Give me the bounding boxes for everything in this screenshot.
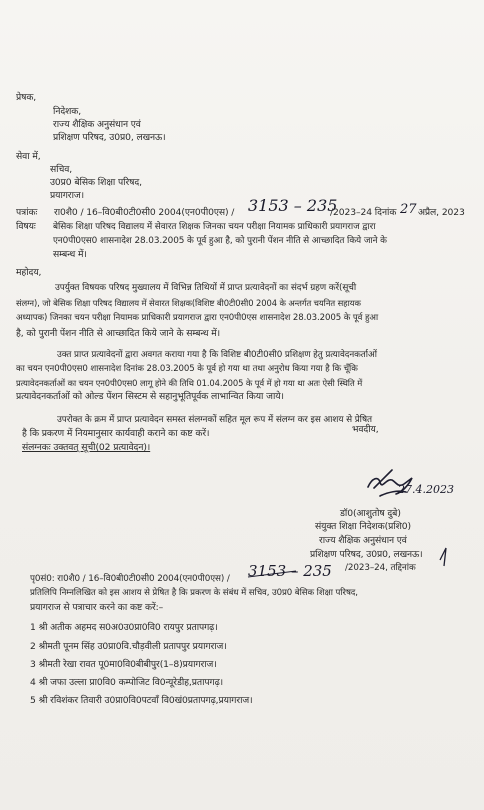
copy-list-item: 2 श्रीमती पूनम सिंह उ0प्रा0वि.चौड़वीली प्रतापपुर प्रयागराज। [30,641,227,652]
to-line-1: सचिव, [50,164,73,175]
para1-line1: उपर्युक्त विषयक परिषद मुख्यालय में विभिन्न तिथियों में प्राप्त प्रत्यावेदनों का संदर्भ ग्रहण करें(सूची [55,283,357,293]
copy-reference-suffix: /2023–24, तद्दिनांक [345,563,416,573]
from-label: प्रेषक, [16,92,37,103]
to-line-3: प्रयागराज। [50,190,84,201]
para3-line2: है कि प्रकरण में नियमानुसार कार्यवाही कराने का कष्ट करें। [22,428,210,439]
copy-list-item: 1 श्री अतीक अहमद स0अ0उ0प्रा0वि0 रायपुर प्रतापगढ़। [30,622,218,633]
handwritten-dispatch-number: 3153 – 235 [248,196,338,215]
copy-handwritten-number: 3153 – 235 [248,562,332,580]
copy-list-item: 4 श्री जफा उल्ला प्रा0वि0 कम्पोजिट वि0न्यूरेडीह,प्रतापगढ़। [30,677,224,688]
para2-line3: प्रत्यावेदनकर्ताओं का चयन एन0पी0एस0 लागू होने की तिथि 01.04.2005 के पूर्व में हो गया था अतः ऐसी स्थिति में [16,378,363,388]
para1-line2: संलग्न), जो बेसिक शिक्षा परिषद विद्यालय में सेवारत शिक्षक(विशिष्ट बी0टी0सी0 2004 के अन्तर्गत चयनित सहायक [16,298,361,308]
copy-list-item: 3 श्रीमती रेखा रावत पू0मा0वि0बीबीपुर(1–8)प्रयागराज। [30,659,217,670]
to-label: सेवा में, [16,151,41,162]
from-line-2: राज्य शैक्षिक अनुसंधान एवं [53,119,141,130]
signatory-org-line1: राज्य शैक्षिक अनुसंधान एवं [319,535,407,546]
handwritten-signature-date: 27.4.2023 [398,483,454,496]
para2-line2: का चयन एन0पी0एस0 शासनादेश दिनांक 28.03.2005 के पूर्व हो गया था तथा अनुरोध किया गया है कि चूँकि [16,364,358,374]
from-line-1: निदेशक, [53,106,82,117]
copy-reference: पृ0सं0: रा0शै0 / 16–वि0बी0टी0सी0 2004(एन0पी0एस) / [30,574,230,584]
copy-list-item: 5 श्री रविशंकर तिवारी उ0प्रा0वि0पटवाँ वि0खं0प्रतापगढ़,प्रयागराज। [30,695,253,706]
para2-line4: प्रत्यावेदनकर्ताओं को ओल्ड पेंशन सिस्टम से सहानुभूतिपूर्वक लाभान्वित किया जाये। [16,391,284,402]
para1-line3: अध्यापक) जिनका चयन परीक्षा नियामक प्राधिकारी प्रयागराज द्वारा एन0पी0एस शासनादेश 28.03.2005 के पूर्व हुआ [16,313,379,323]
signatory-org-line2: प्रशिक्षण परिषद, उ0प्र0, लखनऊ। [310,549,423,560]
subject-line-3: सम्बन्ध में। [53,249,87,260]
copy-intro-line2: प्रयागराज से पत्राचार करने का कष्ट करें:– [30,602,164,613]
reference-text: रा0शै0 / 16–वि0बी0टी0सी0 2004(एन0पी0एस) / [54,207,235,218]
reference-date: अप्रैल, 2023 [418,207,465,218]
handwritten-day: 27 [400,202,417,217]
para3-line1: उपरोक्त के क्रम में प्राप्त प्रत्यावेदन समस्त संलग्नकों सहित मूल रूप में संलग्न कर इस आशय से प्रेषित [57,415,372,425]
from-line-3: प्रशिक्षण परिषद, उ0प्र0, लखनऊ। [53,132,166,143]
enclosure-line: संलग्नकः उक्तवत् सूची(02 प्रत्यावेदन)। [22,442,151,453]
subject-line-2: एन0पी0एस0 शासनादेश 28.03.2005 के पूर्व हुआ है, को पुरानी पेंशन नीति से आच्छादित किये जाने के [53,236,387,246]
reference-year: /2023–24 दिनांक [330,207,397,218]
subject-label: विषयः [16,221,36,232]
signatory-designation: संयुक्त शिक्षा निदेशक(प्रशि0) [315,521,411,532]
salutation: महोदय, [16,267,42,278]
signatory-name: डॉ0(आशुतोष दुबे) [340,508,401,519]
to-line-2: उ0प्र0 बेसिक शिक्षा परिषद, [50,177,142,188]
para1-line4: है, को पुरानी पेंशन नीति से आच्छादित किये जाने के सम्बन्ध में। [16,328,220,339]
closing: भवदीय, [352,424,379,435]
copy-intro-line1: प्रतिलिपि निम्नलिखित को इस आशय से प्रेषित है कि प्रकरण के संबंध में सचिव, उ0प्र0 बेसिक शिक्षा परिषद, [30,588,358,598]
para2-line1: उक्त प्राप्त प्रत्यावेदनों द्वारा अवगत कराया गया है कि विशिष्ट बी0टी0सी0 प्रशिक्षण हेतु प्रत्यावेदनकर्ताओं [57,350,377,360]
reference-label: पत्रांकः [16,207,38,218]
subject-line-1: बेसिक शिक्षा परिषद विद्यालय में सेवारत शिक्षक जिनका चयन परीक्षा नियामक प्राधिकारी प्रयागराज द्वारा [53,222,376,232]
